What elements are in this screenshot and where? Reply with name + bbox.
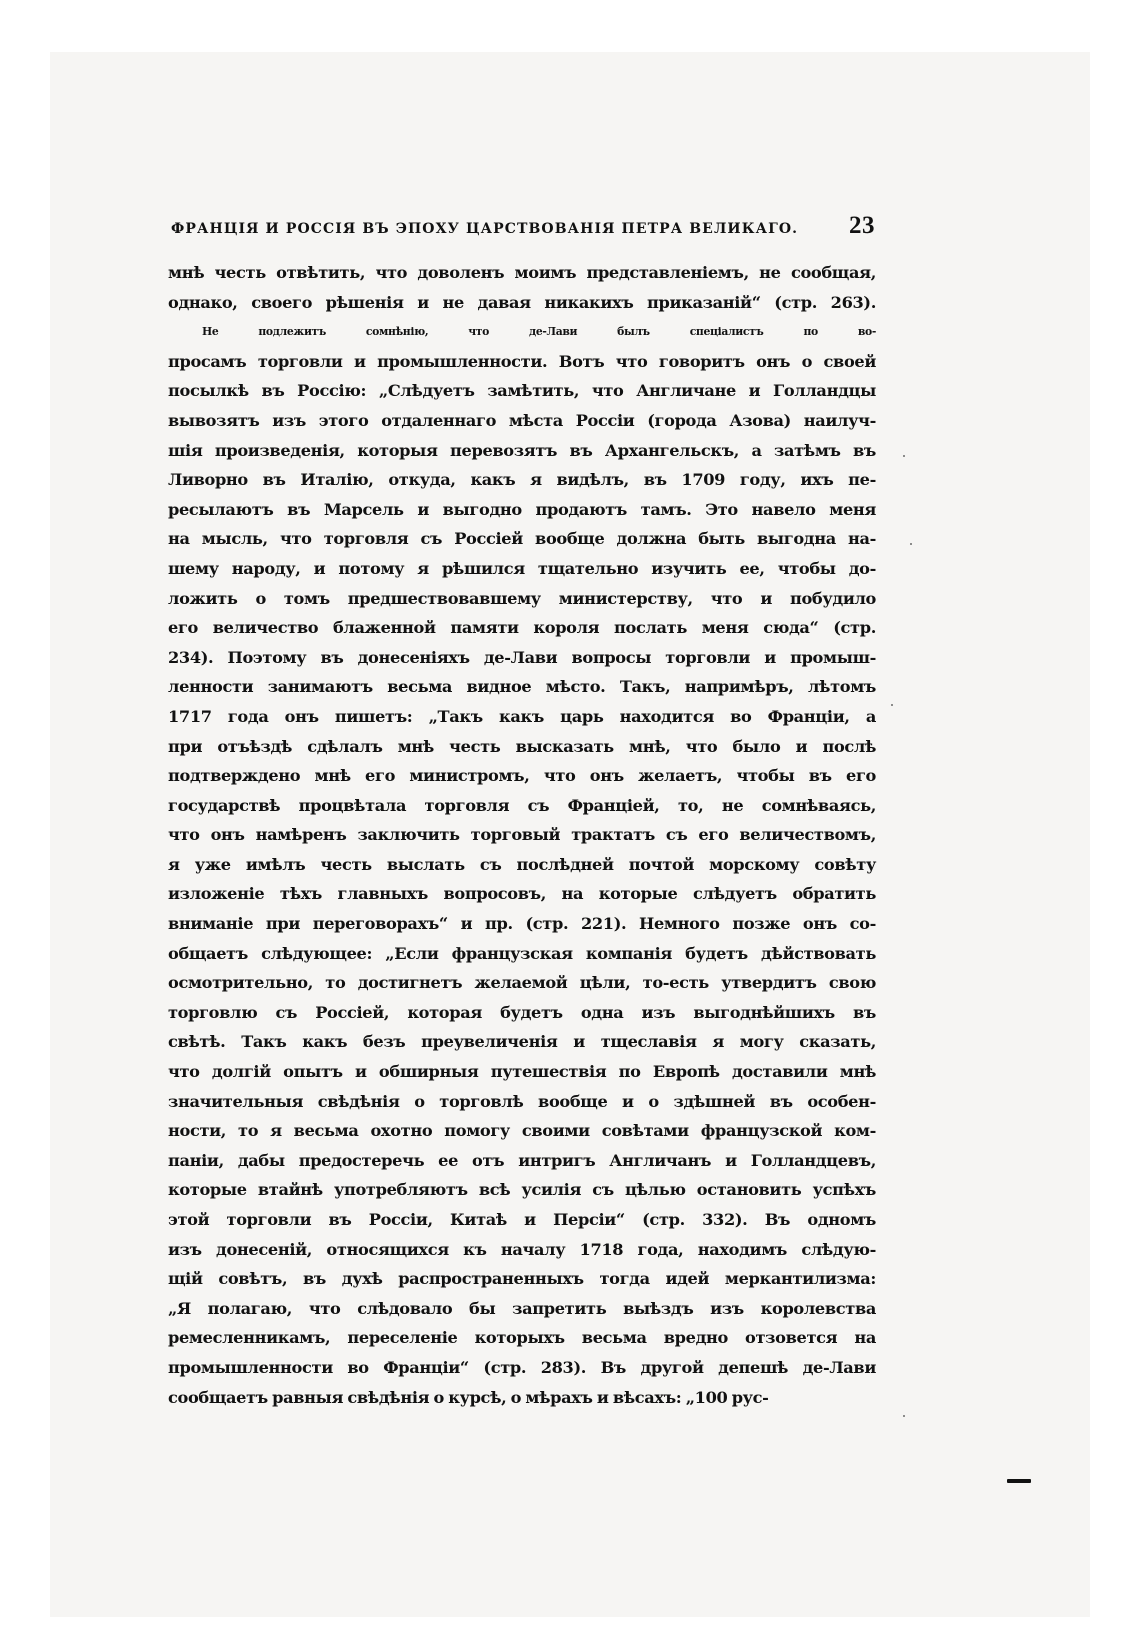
text-line: этой торговли въ Россіи, Китаѣ и Персіи“ (стр. 332). Въ одномъ: [168, 1210, 876, 1229]
scan-speck: [891, 704, 893, 706]
page-number: 23: [849, 212, 875, 239]
scan-speck: [903, 1415, 905, 1417]
text-line: просамъ торговли и промышленности. Вотъ что говоритъ онъ о своей: [168, 351, 876, 371]
body-text: [168, 258, 876, 1412]
running-header: [171, 212, 875, 244]
text-line: промышленности во Франціи“ (стр. 283). Въ другой депешѣ де-Лави: [168, 1357, 876, 1377]
text-line: изложеніе тѣхъ главныхъ вопросовъ, на которые слѣдуетъ обратить: [168, 884, 876, 904]
text-line: торговлю съ Россіей, которая будетъ одна изъ выгоднѣйшихъ въ: [168, 1002, 876, 1022]
text-line: я уже имѣлъ честь выслать съ послѣдней почтой морскому совѣту: [168, 854, 876, 874]
text-line: что онъ намѣренъ заключить торговый трактатъ съ его величествомъ,: [168, 825, 876, 845]
text-line: шему народу, и потому я рѣшился тщательно изучить ее, чтобы до-: [168, 558, 876, 578]
text-line: шія произведенія, которыя перевозятъ въ Архангельскъ, а затѣмъ въ: [168, 440, 876, 460]
text-line: „Я полагаю, что слѣдовало бы запретить выѣздъ изъ королевства: [168, 1298, 876, 1318]
scan-speck: [903, 455, 905, 457]
text-line: вниманіе при переговорахъ“ и пр. (стр. 221). Немного позже онъ со-: [168, 914, 876, 934]
text-line: государствѣ процвѣтала торговля съ Франціей, то, не сомнѣваясь,: [168, 795, 876, 815]
text-line: на мысль, что торговля съ Россіей вообще должна быть выгодна на-: [168, 529, 876, 549]
text-line: ремесленникамъ, переселеніе которыхъ весьма вредно отзовется на: [168, 1328, 876, 1348]
text-line: ленности занимаютъ весьма видное мѣсто. Такъ, напримѣръ, лѣтомъ: [168, 677, 876, 697]
text-line: ресылаютъ въ Марсель и выгодно продаютъ тамъ. Это навело меня: [168, 499, 876, 519]
running-title: ФРАНЦІЯ И РОССІЯ ВЪ ЭПОХУ ЦАРСТВОВАНІЯ ПЕТРА ВЕЛИКАГО.: [171, 221, 799, 237]
text-line: осмотрительно, то достигнетъ желаемой цѣли, то-есть утвердитъ свою: [168, 973, 876, 993]
text-line: паніи, дабы предостеречь ее отъ интригъ Англичанъ и Голландцевъ,: [168, 1150, 876, 1170]
text-line: общаетъ слѣдующее: „Если французская компанія будетъ дѣйствовать: [168, 943, 876, 963]
text-line: которые втайнѣ употребляютъ всѣ усилія съ цѣлью остановить успѣхъ: [168, 1180, 876, 1200]
text-line: мнѣ честь отвѣтить, что доволенъ моимъ представленіемъ, не сообщая,: [168, 263, 876, 282]
text-line: 1717 года онъ пишетъ: „Такъ какъ царь находится во Франціи, а: [168, 706, 876, 726]
text-line: что долгій опытъ и обширныя путешествія по Европѣ доставили мнѣ: [168, 1062, 876, 1082]
text-line: при отъѣздѣ сдѣлалъ мнѣ честь высказать мнѣ, что было и послѣ: [168, 736, 876, 756]
text-line: подтверждено мнѣ его министромъ, что онъ желаетъ, чтобы въ его: [168, 766, 876, 786]
text-line: свѣтѣ. Такъ какъ безъ преувеличенія и тщеславія я могу сказать,: [168, 1032, 876, 1052]
text-line: Ливорно въ Италію, откуда, какъ я видѣлъ, въ 1709 году, ихъ пе-: [168, 470, 876, 490]
text-line: сообщаетъ равныя свѣдѣнія о курсѣ, о мѣрахъ и вѣсахъ: „100 рус-: [168, 1387, 769, 1407]
text-line: посылкѣ въ Россію: „Слѣдуетъ замѣтить, что Англичане и Голландцы: [168, 381, 876, 401]
text-line: вывозятъ изъ этого отдаленнаго мѣста Россіи (города Азова) наилуч-: [168, 410, 876, 430]
text-line: его величество блаженной памяти короля послать меня сюда“ (стр.: [168, 618, 876, 638]
text-line: изъ донесеній, относящихся къ началу 1718 года, находимъ слѣдую-: [168, 1239, 876, 1259]
text-line: ложить о томъ предшествовавшему министерству, что и побудило: [168, 588, 876, 608]
scan-speck: [910, 543, 912, 545]
text-line: значительныя свѣдѣнія о торговлѣ вообще и о здѣшней въ особен-: [168, 1091, 876, 1111]
text-line: однако, своего рѣшенія и не давая никакихъ приказаній“ (стр. 263).: [168, 292, 876, 312]
text-line: Не подлежитъ сомнѣнію, что де-Лави былъ спеціалистъ по во-: [202, 325, 876, 339]
text-line: 234). Поэтому въ донесеніяхъ де-Лави вопросы торговли и промыш-: [168, 647, 876, 667]
text-line: ности, то я весьма охотно помогу своими совѣтами французской ком-: [168, 1121, 876, 1141]
margin-scan-mark: [1007, 1479, 1031, 1483]
text-line: щій совѣтъ, въ духѣ распространенныхъ тогда идей меркантилизма:: [168, 1269, 876, 1289]
